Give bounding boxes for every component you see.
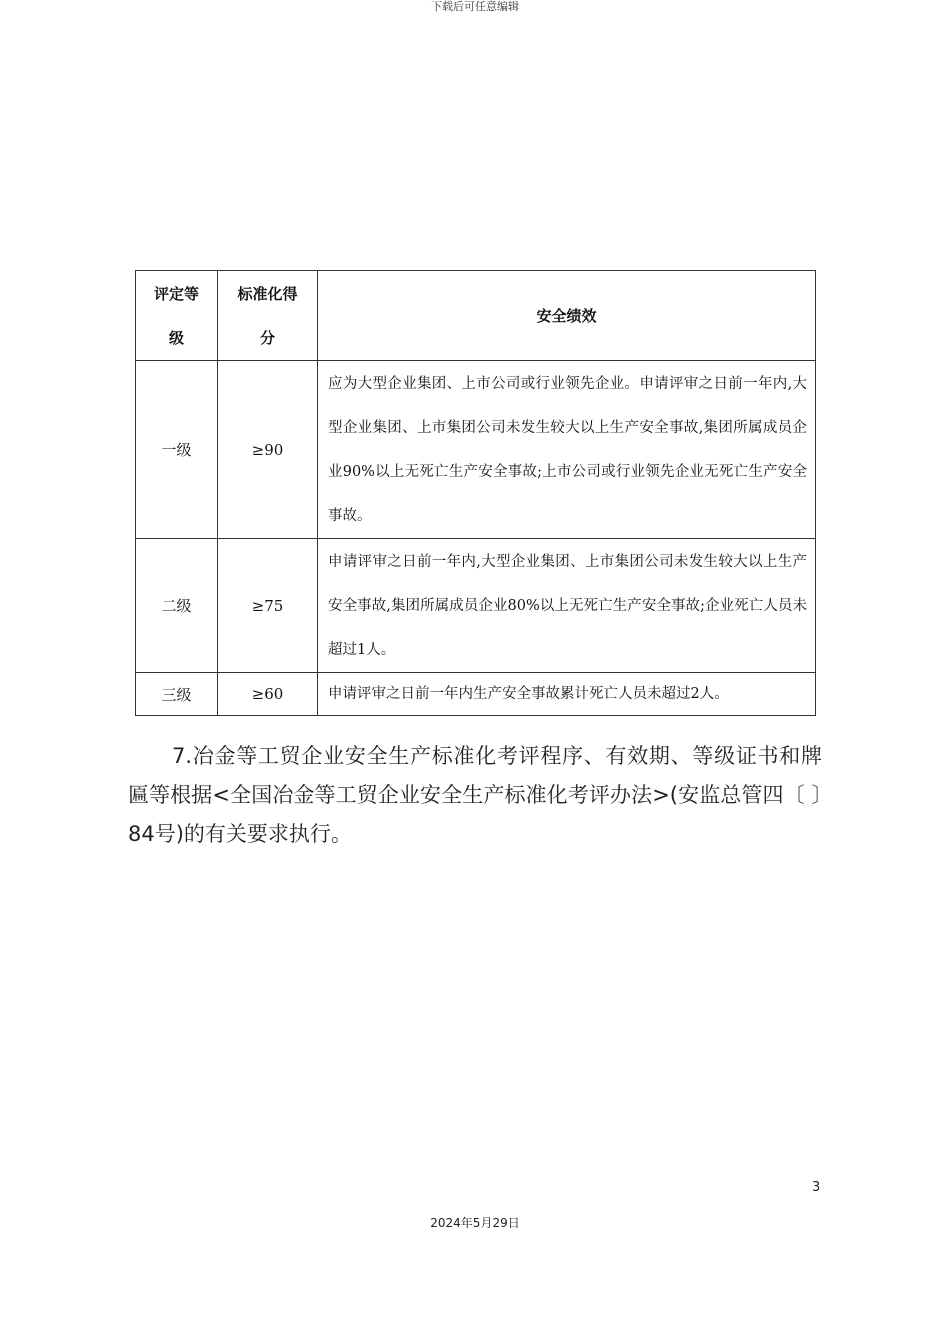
table-header-row <box>136 271 816 361</box>
header-performance: 安全绩效 <box>318 271 816 361</box>
table-row <box>136 673 816 716</box>
grade-cell: 三级 <box>136 673 218 716</box>
header-grade-line2: 级 <box>168 328 184 347</box>
body-paragraph: 7.冶金等工贸企业安全生产标准化考评程序、有效期、等级证书和牌匾等根据<全国冶金等工贸企业安全生产标准化考评办法>(安监总管四〔 〕84号)的有关要求执行。 <box>128 744 822 846</box>
page-number: 3 <box>812 1180 821 1195</box>
header-note: 下载后可任意编辑 <box>431 0 519 13</box>
header-score-line2: 分 <box>259 328 275 347</box>
performance-cell: 申请评审之日前一年内,大型企业集团、上市集团公司未发生较大以上生产安全事故,集团所属成员企业80%以上无死亡生产安全事故;企业死亡人员未超过1人。 <box>318 539 816 673</box>
header-score-line1: 标准化得 <box>237 284 298 303</box>
score-cell: ≥75 <box>218 539 318 673</box>
table-row <box>136 539 816 673</box>
table-row <box>136 361 816 539</box>
performance-cell: 申请评审之日前一年内生产安全事故累计死亡人员未超过2人。 <box>318 673 816 716</box>
grade-standard-table <box>135 270 816 716</box>
grade-cell: 二级 <box>136 539 218 673</box>
header-grade-line1: 评定等 <box>153 284 199 303</box>
footer-date: 2024年5月29日 <box>430 1216 520 1230</box>
performance-cell: 应为大型企业集团、上市公司或行业领先企业。申请评审之日前一年内,大型企业集团、上市集团公司未发生较大以上生产安全事故,集团所属成员企业90%以上无死亡生产安全事故;上市公司或行业领先企业无死亡生产安全事故。 <box>318 361 816 539</box>
header-score <box>218 271 318 361</box>
score-cell: ≥90 <box>218 361 318 539</box>
score-cell: ≥60 <box>218 673 318 716</box>
header-grade <box>136 271 218 361</box>
grade-cell: 一级 <box>136 361 218 539</box>
